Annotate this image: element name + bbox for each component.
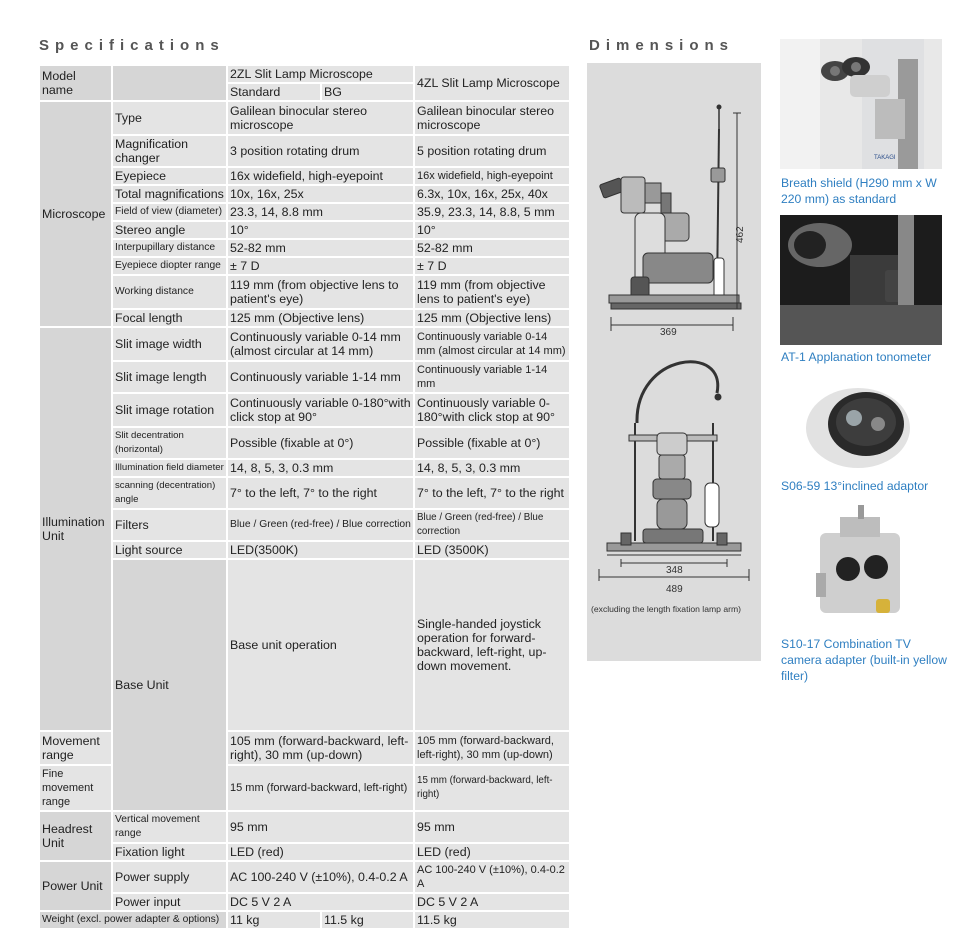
row-label: Vertical movement range	[112, 811, 227, 843]
table-row	[39, 541, 570, 559]
table-row	[39, 427, 570, 459]
weight-bg: 11.5 kg	[324, 913, 364, 927]
table-row	[39, 893, 570, 911]
row-value-4zl: AC 100-240 V (±10%), 0.4-0.2 A	[414, 861, 570, 893]
table-row	[39, 309, 570, 327]
row-label: Eyepiece	[112, 167, 227, 185]
dimensions-heading: Dimensions	[589, 37, 735, 54]
row-label: Type	[112, 101, 227, 135]
row-value-4zl: 6.3x, 10x, 16x, 25x, 40x	[414, 185, 570, 203]
row-label: Illumination field diameter	[112, 459, 227, 477]
row-value-4zl: 7° to the left, 7° to the right	[414, 477, 570, 509]
row-label: Slit image length	[112, 361, 227, 393]
row-value-4zl: 52-82 mm	[414, 239, 570, 257]
table-row	[39, 101, 570, 135]
adaptor-photo	[780, 374, 942, 474]
breath-shield-caption: Breath shield (H290 mm x W 220 mm) as standard	[781, 176, 937, 206]
row-label: Eyepiece diopter range	[112, 257, 227, 275]
row-label: Slit image width	[112, 327, 227, 361]
side-height-label: 462	[735, 226, 746, 243]
row-value-2zl: 105 mm (forward-backward, left-right), 30 mm (up-down)	[227, 731, 414, 765]
row-value-4zl: Possible (fixable at 0°)	[414, 427, 570, 459]
row-value-2zl: 23.3, 14, 8.8 mm	[227, 203, 414, 221]
row-value-4zl: Continuously variable 1-14 mm	[414, 361, 570, 393]
row-label: Power input	[112, 893, 227, 911]
row-value-2zl: 7° to the left, 7° to the right	[227, 477, 414, 509]
row-value-2zl: 10°	[227, 221, 414, 239]
weight-standard: 11 kg	[228, 912, 322, 928]
table-row	[39, 911, 570, 929]
tonometer-caption: AT-1 Applanation tonometer	[781, 350, 932, 364]
row-label: Light source	[112, 541, 227, 559]
dimensions-panel	[587, 63, 761, 661]
row-value-4zl: 35.9, 23.3, 14, 8.8, 5 mm	[414, 203, 570, 221]
table-row	[39, 393, 570, 427]
row-value-2zl: 16x widefield, high-eyepoint	[227, 167, 414, 185]
model-2zl-cell	[227, 65, 414, 101]
row-label: Slit image rotation	[112, 393, 227, 427]
row-value-2zl: 95 mm	[227, 811, 414, 843]
front-inner-width-label: 348	[666, 565, 683, 576]
row-value-2zl: Blue / Green (red-free) / Blue correction	[227, 509, 414, 541]
row-label: Focal length	[112, 309, 227, 327]
weight-4zl: 11.5 kg	[414, 911, 570, 929]
table-row	[39, 257, 570, 275]
table-row	[39, 861, 570, 893]
table-row	[39, 185, 570, 203]
group-headrest: Headrest Unit	[39, 811, 112, 861]
row-value-2zl: 15 mm (forward-backward, left-right)	[227, 765, 414, 811]
front-view-drawing	[607, 362, 741, 555]
row-label: Total magnifications	[112, 185, 227, 203]
specifications-table	[38, 64, 571, 930]
row-value-4zl: DC 5 V 2 A	[414, 893, 570, 911]
row-label: Stereo angle	[112, 221, 227, 239]
row-label: Field of view (diameter)	[112, 203, 227, 221]
row-value-2zl: ± 7 D	[227, 257, 414, 275]
row-value-4zl: 10°	[414, 221, 570, 239]
row-label: Slit decentration (horizontal)	[112, 427, 227, 459]
row-value-4zl: 119 mm (from objective lens to patient's eye)	[414, 275, 570, 309]
row-value-4zl: Galilean binocular stereo microscope	[414, 101, 570, 135]
group-base: Base Unit	[112, 559, 227, 811]
row-value-2zl: Continuously variable 1-14 mm	[227, 361, 414, 393]
dimension-drawings	[587, 63, 761, 661]
row-value-4zl: Continuously variable 0-14 mm (almost circular at 14 mm)	[414, 327, 570, 361]
row-value-2zl: 14, 8, 5, 3, 0.3 mm	[227, 459, 414, 477]
table-row	[39, 275, 570, 309]
table-row	[39, 221, 570, 239]
row-value-2zl: 3 position rotating drum	[227, 135, 414, 167]
group-power: Power Unit	[39, 861, 112, 911]
row-label: Interpupillary distance	[112, 239, 227, 257]
table-row	[39, 203, 570, 221]
table-row	[39, 327, 570, 361]
front-outer-width-label: 489	[666, 584, 683, 595]
group-microscope: Microscope	[39, 101, 112, 327]
row-value-2zl: AC 100-240 V (±10%), 0.4-0.2 A	[227, 861, 414, 893]
table-row	[39, 167, 570, 185]
table-row	[39, 65, 570, 101]
row-value-4zl: 95 mm	[414, 811, 570, 843]
row-value-2zl: 125 mm (Objective lens)	[227, 309, 414, 327]
tonometer-photo	[780, 215, 942, 345]
row-value-4zl: 15 mm (forward-backward, left-right)	[414, 765, 570, 811]
row-value-4zl: Continuously variable 0-180°with click stop at 90°	[414, 393, 570, 427]
row-value-4zl: 16x widefield, high-eyepoint	[414, 167, 570, 185]
table-row	[39, 559, 570, 731]
table-row	[39, 459, 570, 477]
table-row	[39, 239, 570, 257]
row-label: Base unit operation	[227, 559, 414, 731]
breath-shield-photo	[780, 39, 942, 169]
row-value-2zl: Single-handed joystick operation for forward-backward, left-right, up-down movement.	[414, 559, 570, 731]
model-name-label: Model name	[39, 65, 112, 101]
row-label: Working distance	[112, 275, 227, 309]
weight-label: Weight (excl. power adapter & options)	[39, 911, 227, 929]
row-label: Power supply	[112, 861, 227, 893]
side-depth-label: 369	[660, 327, 677, 338]
row-value-4zl: 125 mm (Objective lens)	[414, 309, 570, 327]
row-value-2zl: 52-82 mm	[227, 239, 414, 257]
table-row	[39, 361, 570, 393]
row-value-4zl: ± 7 D	[414, 257, 570, 275]
table-row	[39, 843, 570, 861]
row-value-4zl: LED (3500K)	[414, 541, 570, 559]
row-value-2zl: Continuously variable 0-14 mm (almost circular at 14 mm)	[227, 327, 414, 361]
row-label: Movement range	[39, 731, 112, 765]
specifications-heading: Specifications	[39, 37, 225, 54]
model-2zl-name: 2ZL Slit Lamp Microscope	[230, 67, 373, 81]
row-value-4zl: Blue / Green (red-free) / Blue correction	[414, 509, 570, 541]
row-value-2zl: LED(3500K)	[227, 541, 414, 559]
table-row	[39, 477, 570, 509]
row-label: Filters	[112, 509, 227, 541]
row-value-2zl: Galilean binocular stereo microscope	[227, 101, 414, 135]
row-value-2zl: LED (red)	[227, 843, 414, 861]
row-value-2zl: DC 5 V 2 A	[227, 893, 414, 911]
row-value-2zl: 119 mm (from objective lens to patient's eye)	[227, 275, 414, 309]
row-value-2zl: Possible (fixable at 0°)	[227, 427, 414, 459]
row-value-4zl: 5 position rotating drum	[414, 135, 570, 167]
table-row	[39, 135, 570, 167]
dimension-note: (excluding the length fixation lamp arm)	[591, 604, 741, 614]
model-2zl-bg: BG	[324, 85, 342, 99]
row-value-2zl: 10x, 16x, 25x	[227, 185, 414, 203]
row-value-2zl: Continuously variable 0-180°with click stop at 90°	[227, 393, 414, 427]
row-label: Magnification changer	[112, 135, 227, 167]
model-4zl-name: 4ZL Slit Lamp Microscope	[414, 65, 570, 101]
weight-2zl-cell	[227, 911, 414, 929]
tv-camera-adapter-photo	[780, 503, 942, 629]
table-row	[39, 811, 570, 843]
row-value-4zl: LED (red)	[414, 843, 570, 861]
adaptor-caption: S06-59 13°inclined adaptor	[781, 479, 929, 493]
table-row	[39, 509, 570, 541]
group-illumination: Illumination Unit	[39, 327, 112, 731]
row-label: Fixation light	[112, 843, 227, 861]
brand-label: TAKAGI	[874, 155, 896, 161]
side-view-drawing	[599, 105, 741, 309]
row-label: scanning (decentration) angle	[112, 477, 227, 509]
model-2zl-standard: Standard	[228, 84, 322, 100]
row-label: Fine movement range	[39, 765, 112, 811]
row-value-4zl: 14, 8, 5, 3, 0.3 mm	[414, 459, 570, 477]
row-value-4zl: 105 mm (forward-backward, left-right), 30 mm (up-down)	[414, 731, 570, 765]
tv-camera-adapter-caption: S10-17 Combination TV camera adapter (built-in yellow filter)	[781, 637, 947, 683]
